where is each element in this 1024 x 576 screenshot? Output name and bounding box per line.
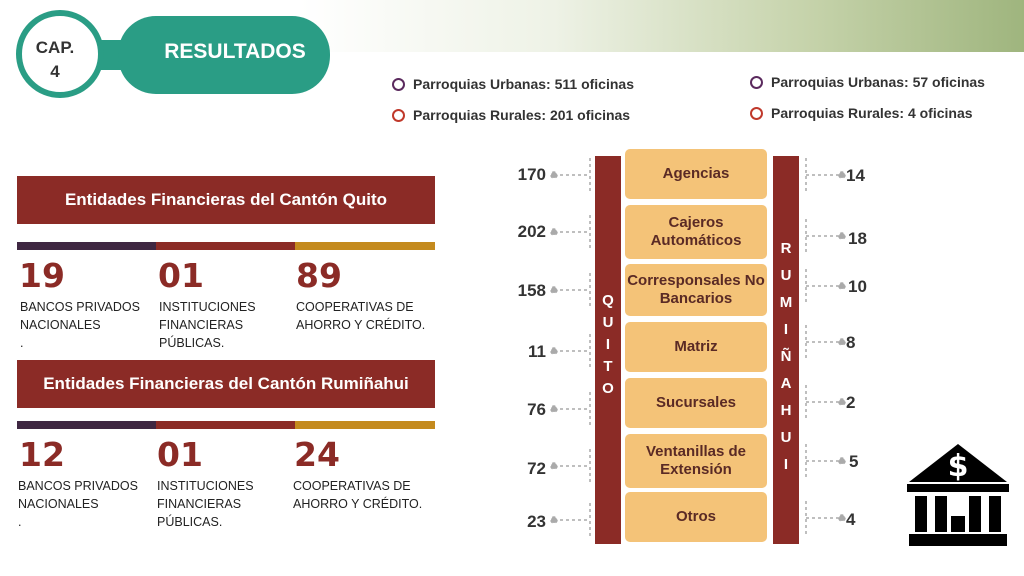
category-agencias: Agencias — [625, 149, 767, 199]
connector-dot — [551, 172, 557, 178]
connector-dot — [839, 339, 845, 345]
rumi-value: 14 — [846, 166, 865, 185]
connector-dot — [839, 458, 845, 464]
rumi-value: 2 — [846, 393, 856, 412]
stat-number: 12 — [19, 435, 65, 474]
connector-dot — [839, 399, 845, 405]
stat-label-suffix: . — [421, 318, 426, 332]
chapter-label-line1: CAP. — [35, 38, 75, 57]
connector-dot — [839, 515, 845, 521]
stat-label-text: COOPERATIVAS DE AHORRO Y CRÉDITO — [293, 479, 419, 511]
rumi-value: 18 — [848, 229, 867, 248]
connector-dot — [551, 229, 557, 235]
legend-text: Parroquias Urbanas: 57 oficinas — [771, 74, 985, 90]
segment-bar-purple — [17, 421, 156, 429]
legend-rumi-urban — [750, 74, 985, 90]
rumi-vertical-label — [773, 235, 799, 478]
connector-dot — [551, 406, 557, 412]
stat-label-suffix: . — [220, 336, 225, 350]
rumi-value: 4 — [846, 510, 856, 529]
legend-text: Parroquias Rurales: 201 oficinas — [413, 107, 631, 123]
connector-dot — [551, 287, 557, 293]
vertical-letter: O — [602, 380, 614, 397]
quito-value: 76 — [527, 400, 546, 419]
rumi-value: 8 — [846, 333, 856, 352]
legend-text: Parroquias Rurales: 4 oficinas — [771, 105, 973, 121]
stat-label-suffix: . — [20, 336, 24, 350]
vertical-letter: I — [783, 456, 789, 473]
connector-dot — [551, 348, 557, 354]
stat-label-text: BANCOS PRIVADOS NACIONALES — [18, 479, 138, 511]
segment-bar-red — [156, 242, 295, 250]
stat-number: 01 — [157, 435, 203, 474]
stat-number: 19 — [19, 256, 65, 295]
connector-dot — [839, 233, 845, 239]
quito-value: 202 — [517, 222, 546, 241]
quito-section-title: Entidades Financieras del Cantón Quito — [17, 176, 435, 224]
bank-dollar-icon — [905, 440, 1011, 550]
vertical-letter: T — [603, 358, 613, 375]
quito-value: 170 — [517, 165, 546, 184]
stat-label — [293, 477, 428, 513]
stat-label — [157, 477, 297, 531]
vertical-letter: M — [779, 294, 793, 311]
segment-bar-purple — [17, 242, 156, 250]
stat-label-text: INSTITUCIONES FINANCIERAS PÚBLICAS — [157, 479, 254, 529]
legend-rumi-rural — [750, 105, 973, 121]
stat-number: 01 — [158, 256, 204, 295]
stat-label-text: INSTITUCIONES FINANCIERAS PÚBLICAS — [159, 300, 256, 350]
stat-label — [159, 298, 299, 352]
stat-label-text: BANCOS PRIVADOS NACIONALES — [20, 300, 140, 332]
rumi-value: 10 — [848, 277, 867, 296]
quito-value: 72 — [527, 459, 546, 478]
vertical-letter: I — [605, 336, 611, 353]
vertical-letter: U — [602, 314, 614, 331]
stat-label-suffix: . — [418, 497, 423, 511]
segment-bar-red — [156, 421, 295, 429]
category-otros: Otros — [625, 492, 767, 542]
vertical-letter: Ñ — [780, 348, 792, 365]
legend-quito-urban — [392, 76, 634, 92]
vertical-letter: H — [780, 402, 792, 419]
stat-label — [18, 477, 158, 531]
vertical-letter: A — [780, 375, 792, 392]
chapter-label-line2: 4 — [50, 62, 60, 81]
quito-vertical-label — [595, 290, 621, 400]
svg-text:$: $ — [947, 449, 969, 484]
quito-value: 11 — [528, 342, 546, 361]
stat-label-suffix: . — [18, 515, 22, 529]
category-sucursales: Sucursales — [625, 378, 767, 428]
segment-bar-gold — [295, 421, 435, 429]
vertical-letter: U — [780, 267, 792, 284]
rumi-section-title: Entidades Financieras del Cantón Rumiñahui — [17, 360, 435, 408]
vertical-letter: I — [783, 321, 789, 338]
page-title: RESULTADOS — [164, 40, 306, 63]
stat-number: 24 — [294, 435, 340, 474]
circle-icon — [750, 107, 763, 120]
stat-label — [296, 298, 431, 334]
category-cajeros: Cajeros Automáticos — [625, 205, 767, 259]
connector-dot — [551, 463, 557, 469]
circle-icon — [392, 109, 405, 122]
connector-dot — [839, 172, 845, 178]
rumi-value: 5 — [849, 452, 859, 471]
stat-label-text: COOPERATIVAS DE AHORRO Y CRÉDITO — [296, 300, 422, 332]
header-band — [300, 0, 1024, 52]
quito-value: 158 — [517, 281, 546, 300]
connector-dot — [551, 517, 557, 523]
connector-dot — [839, 283, 845, 289]
category-ventanillas: Ventanillas de Extensión — [625, 434, 767, 488]
chapter-label — [22, 36, 88, 84]
vertical-letter: U — [780, 429, 792, 446]
vertical-letter: Q — [602, 292, 614, 309]
category-matriz: Matriz — [625, 322, 767, 372]
segment-bar-gold — [295, 242, 435, 250]
stat-label — [20, 298, 160, 352]
circle-icon — [392, 78, 405, 91]
legend-quito-rural — [392, 107, 630, 123]
legend-text: Parroquias Urbanas: 511 oficinas — [413, 76, 634, 92]
vertical-letter: R — [780, 240, 792, 257]
circle-icon — [750, 76, 763, 89]
stat-label-suffix: . — [218, 515, 223, 529]
category-corresponsales: Corresponsales No Bancarios — [625, 264, 767, 316]
quito-value: 23 — [527, 512, 546, 531]
stat-number: 89 — [296, 256, 342, 295]
